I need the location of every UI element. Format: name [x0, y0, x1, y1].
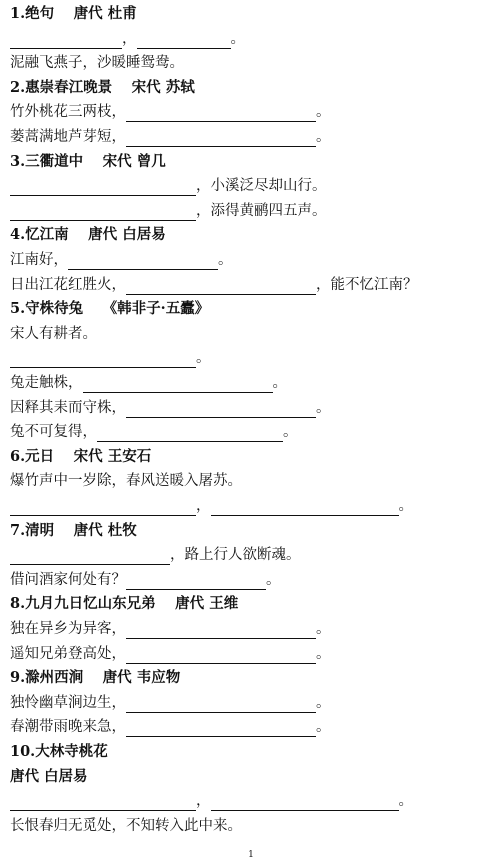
fill-in-blank[interactable] [68, 253, 218, 270]
line-text: 。 [272, 375, 287, 391]
poem-line [10, 717, 331, 737]
fill-in-blank[interactable] [97, 425, 283, 442]
poem-line [10, 570, 281, 590]
line-text: ， [122, 30, 137, 47]
line-text: 借问酒家何处有？ [10, 571, 126, 588]
poem-line [10, 619, 331, 639]
line-text: 。 [316, 104, 331, 121]
fill-in-blank[interactable] [126, 105, 316, 122]
line-text: 。 [398, 498, 413, 514]
poem-line [10, 201, 327, 221]
line-text: 泥融飞燕子，沙暖睡鸳鸯。 [10, 55, 184, 72]
line-text: 宋人有耕者。 [10, 325, 97, 342]
line-text: 。 [218, 252, 233, 268]
line-text: 江南好， [10, 252, 68, 268]
poem-line [10, 791, 413, 811]
poem-heading [10, 299, 209, 319]
poem-line [10, 176, 327, 196]
line-text: 兔走触株， [10, 375, 83, 391]
page-number: 1 [248, 850, 254, 860]
line-text: 日出江花红胜火， [10, 276, 126, 293]
fill-in-blank[interactable] [126, 130, 316, 147]
fill-in-blank[interactable] [126, 401, 316, 418]
poem-heading [10, 78, 195, 98]
line-text: 3.三衢道中 宋代 曾几 [10, 152, 166, 170]
line-text: 。 [316, 129, 331, 145]
fill-in-blank[interactable] [126, 278, 316, 295]
line-text: 。 [283, 424, 298, 441]
fill-in-blank[interactable] [211, 499, 399, 516]
line-text: 竹外桃花三两枝， [10, 104, 126, 121]
line-text: 7.清明 唐代 杜牧 [10, 521, 137, 539]
line-text: 。 [316, 694, 331, 711]
fill-in-blank[interactable] [126, 696, 316, 713]
line-text: 8.九月九日忆山东兄弟 唐代 王维 [10, 595, 239, 613]
line-text: 10.大林寺桃花 [10, 743, 108, 760]
line-text: 。 [230, 30, 245, 47]
line-text: 。 [316, 621, 331, 637]
line-text: 。 [398, 793, 413, 810]
line-text: 唐代 白居易 [10, 767, 88, 785]
fill-in-blank[interactable] [10, 179, 196, 196]
poem-line [10, 102, 331, 122]
line-text: 春潮带雨晚来急， [10, 719, 126, 736]
poem-line [10, 324, 97, 344]
fill-in-blank[interactable] [10, 794, 196, 811]
poem-line [10, 275, 418, 295]
poem-line [10, 53, 184, 73]
line-text: 4.忆江南 唐代 白居易 [10, 226, 166, 244]
poem-heading [10, 521, 137, 541]
line-text: 。 [316, 719, 331, 736]
line-text: 9.滁州西涧 唐代 韦应物 [10, 669, 181, 687]
line-text: 遥知兄弟登高处， [10, 645, 126, 662]
fill-in-blank[interactable] [83, 376, 273, 393]
fill-in-blank[interactable] [126, 573, 266, 590]
line-text: 蒌蒿满地芦芽短， [10, 129, 126, 145]
poem-heading [10, 668, 180, 688]
fill-in-blank[interactable] [10, 351, 196, 368]
poem-line [10, 348, 211, 368]
fill-in-blank[interactable] [126, 720, 316, 737]
fill-in-blank[interactable] [126, 647, 316, 664]
line-text: 兔不可复得， [10, 424, 97, 441]
line-text: 爆竹声中一岁除，春风送暖入屠苏。 [10, 473, 242, 490]
poem-line [10, 29, 245, 49]
poem-line [10, 127, 331, 147]
line-text: ，能不忆江南？ [316, 276, 418, 293]
line-text: ，添得黄鹂四五声。 [196, 202, 327, 219]
line-text: 5.守株待兔 《韩非子·五蠹》 [10, 300, 210, 318]
poem-line [10, 422, 298, 442]
poem-heading [10, 447, 151, 467]
fill-in-blank[interactable] [10, 499, 196, 516]
fill-in-blank[interactable] [211, 794, 399, 811]
line-text: 长恨春归无觅处，不知转入此中来。 [10, 817, 242, 834]
poem-line [10, 545, 301, 565]
poem-line [10, 373, 287, 393]
fill-in-blank[interactable] [10, 204, 196, 221]
line-text: ， [196, 498, 211, 514]
poem-line [10, 250, 233, 270]
line-text: ，路上行人欲断魂。 [170, 547, 301, 564]
poem-heading [10, 4, 137, 24]
line-text: 独在异乡为异客， [10, 621, 126, 637]
poem-heading [10, 152, 166, 172]
poem-heading [10, 767, 88, 787]
poem-line [10, 693, 331, 713]
poem-heading [10, 225, 166, 245]
poem-line [10, 398, 331, 418]
poem-line [10, 496, 413, 516]
line-text: 。 [196, 350, 211, 367]
poem-heading [10, 594, 238, 614]
fill-in-blank[interactable] [10, 32, 122, 49]
line-text: ， [196, 793, 211, 810]
line-text: 。 [266, 571, 281, 588]
fill-in-blank[interactable] [126, 622, 316, 639]
line-text: ，小溪泛尽却山行。 [196, 178, 327, 195]
poem-line [10, 816, 242, 836]
line-text: 6.元日 宋代 王安石 [10, 447, 152, 465]
poem-line [10, 471, 242, 491]
line-text: 2.惠崇春江晚景 宋代 苏轼 [10, 78, 195, 96]
fill-in-blank[interactable] [10, 548, 170, 565]
line-text: 。 [316, 645, 331, 662]
line-text: 因释其耒而守株， [10, 399, 126, 416]
line-text: 独怜幽草涧边生， [10, 694, 126, 711]
fill-in-blank[interactable] [137, 32, 231, 49]
poem-heading [10, 742, 108, 762]
line-text: 1.绝句 唐代 杜甫 [10, 5, 137, 22]
poem-line [10, 644, 331, 664]
line-text: 。 [316, 399, 331, 416]
